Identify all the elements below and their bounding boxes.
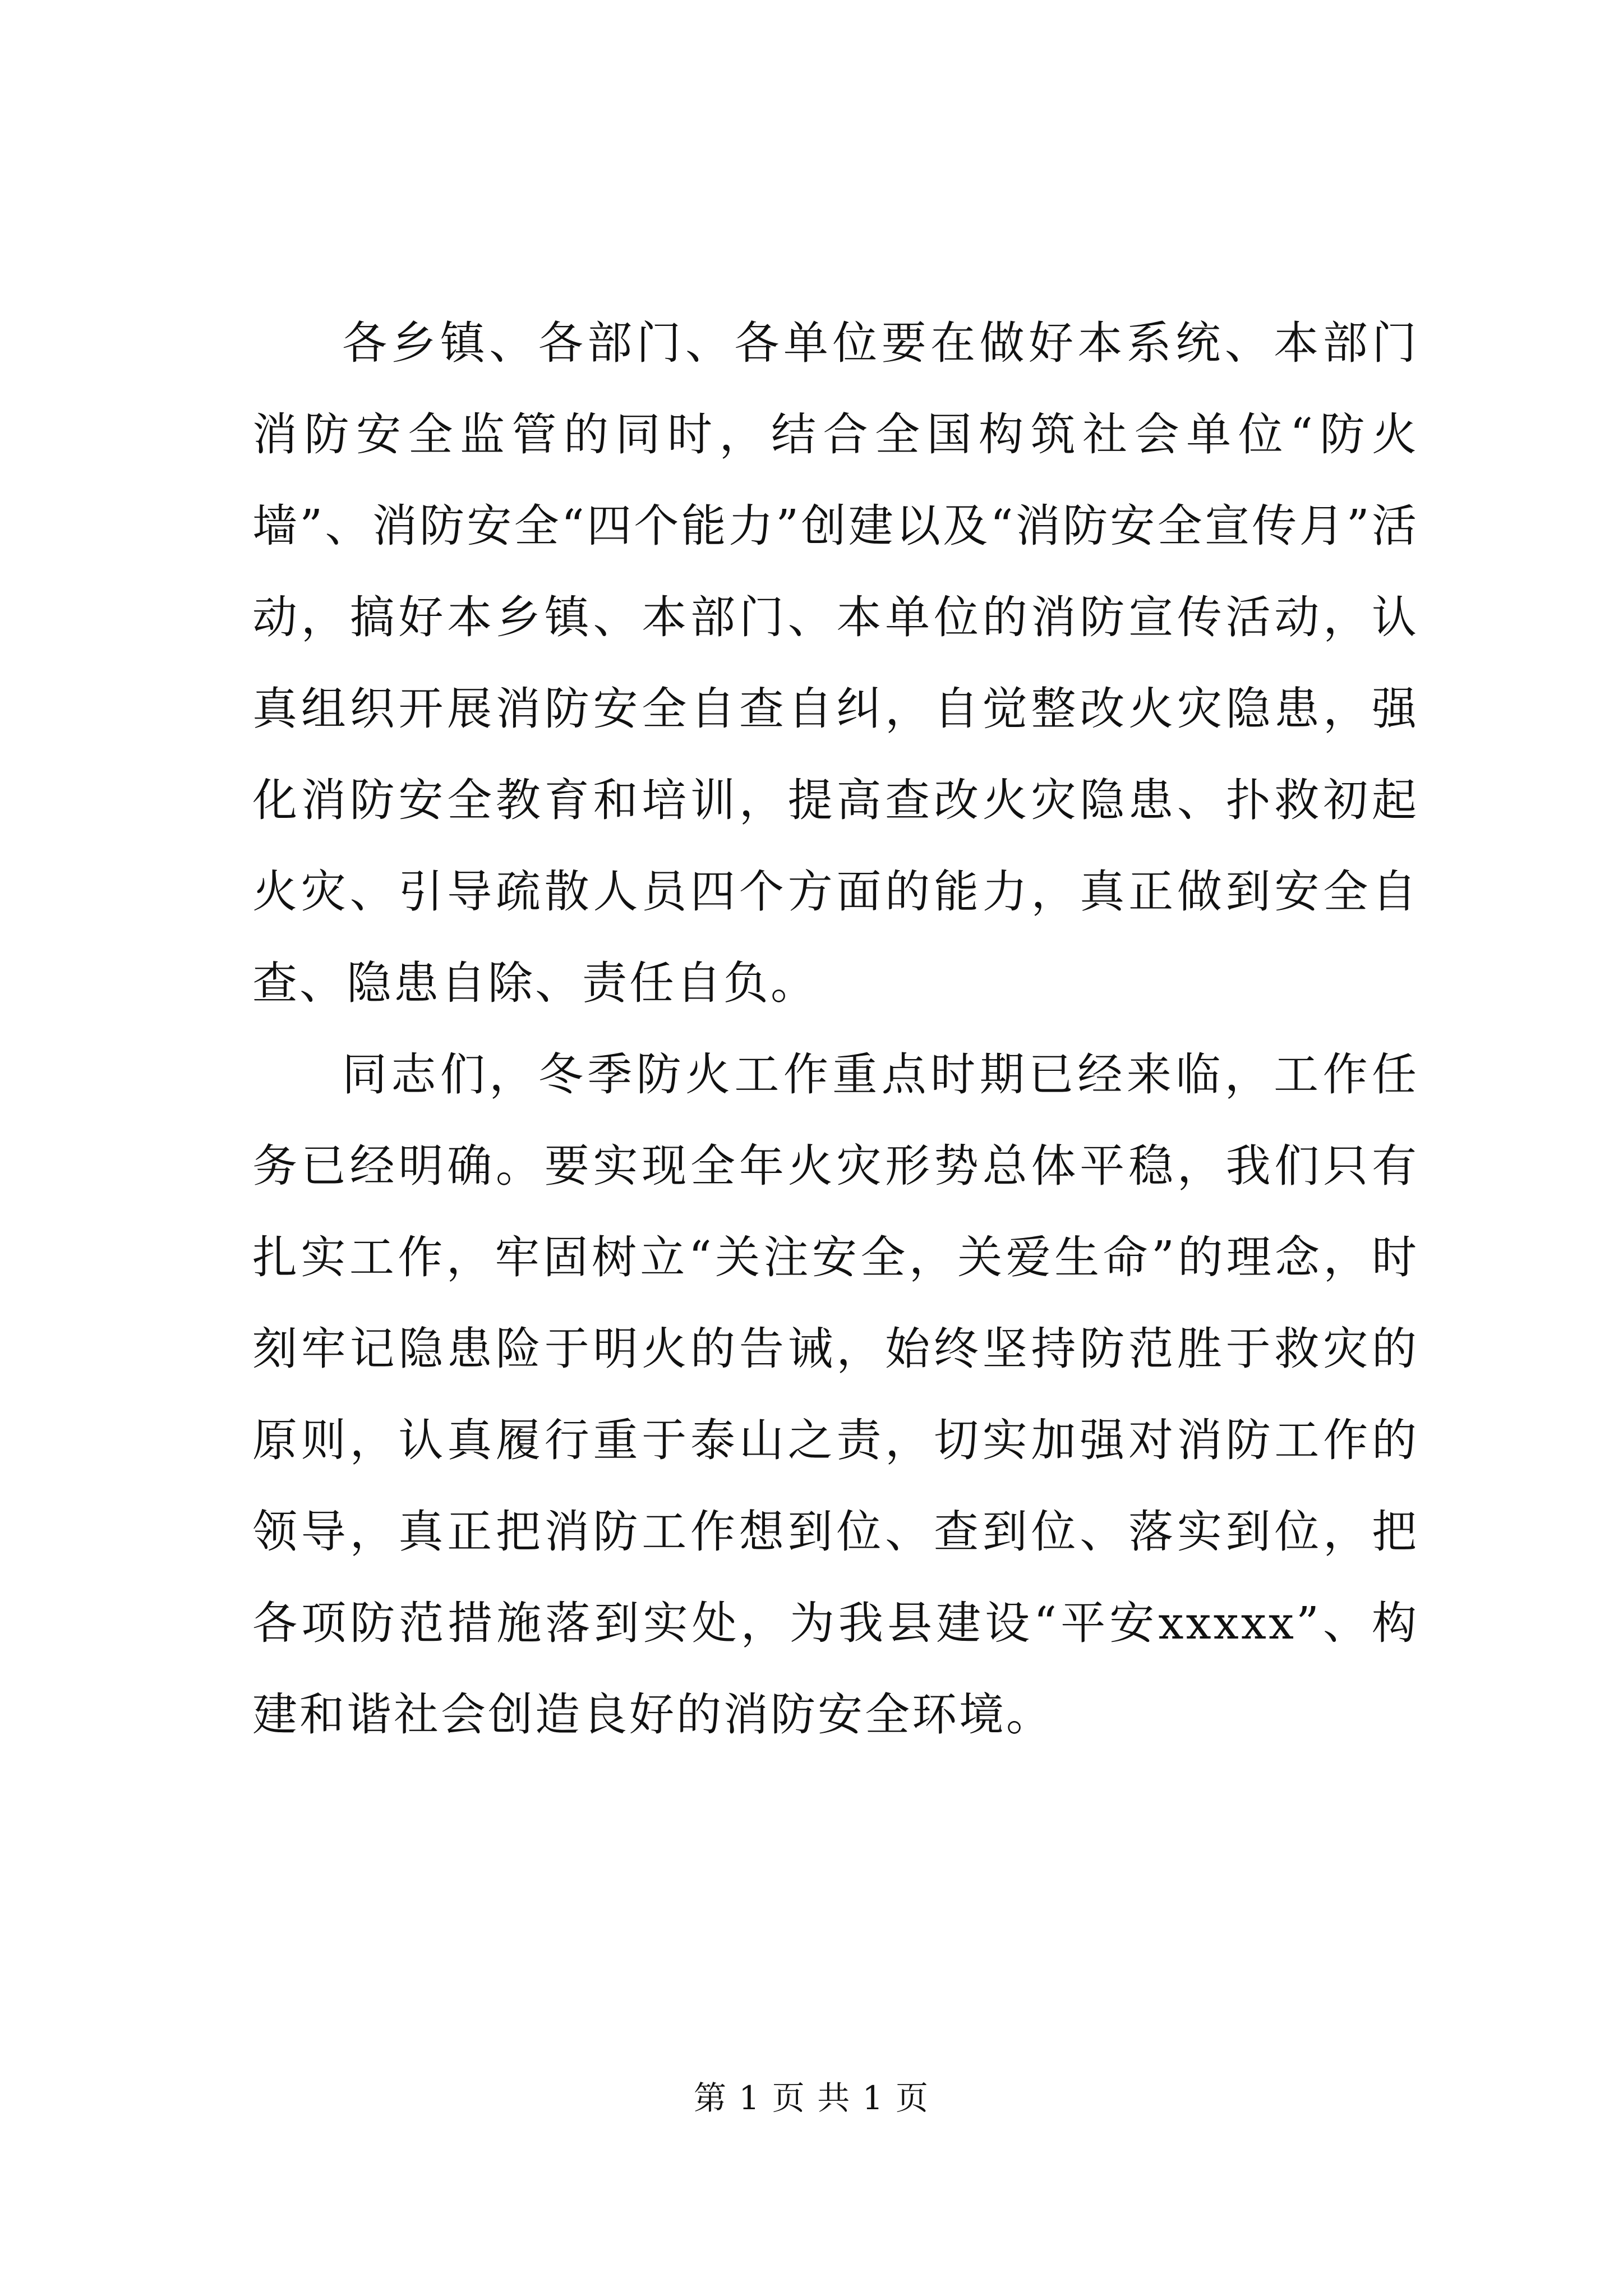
paragraph-2: 同志们，冬季防火工作重点时期已经来临，工作任务已经明确。要实现全年火灾形势总体平稳，我们只有扎实工作，牢固树立“关注安全，关爱生命”的理念，时刻牢记隐患险于明火的告诫，始终坚持防范胜于救灾的原则，认真履行重于泰山之责，切实加强对消防工作的领导，真正把消防工作想到位、查到位、落实到位，把各项防范措施落到实处，为我县建设“平安xxxxx”、构建和谐社会创造良好的消防安全环境。: [252, 1048, 1419, 1741]
paragraph-1: 各乡镇、各部门、各单位要在做好本系统、本部门消防安全监管的同时，结合全国构筑社会单位“防火墙”、消防安全“四个能力”创建以及“消防安全宣传月”活动，搞好本乡镇、本部门、本单位的消防宣传活动，认真组织开展消防安全自查自纠，自觉整改火灾隐患，强化消防安全教育和培训，提高查改火灾隐患、扑救初起火灾、引导疏散人员四个方面的能力，真正做到安全自查、隐患自除、责任自负。: [252, 317, 1419, 1009]
page-number-footer: 第 1 页 共 1 页: [694, 2079, 929, 2117]
document-body: [252, 297, 1419, 1760]
